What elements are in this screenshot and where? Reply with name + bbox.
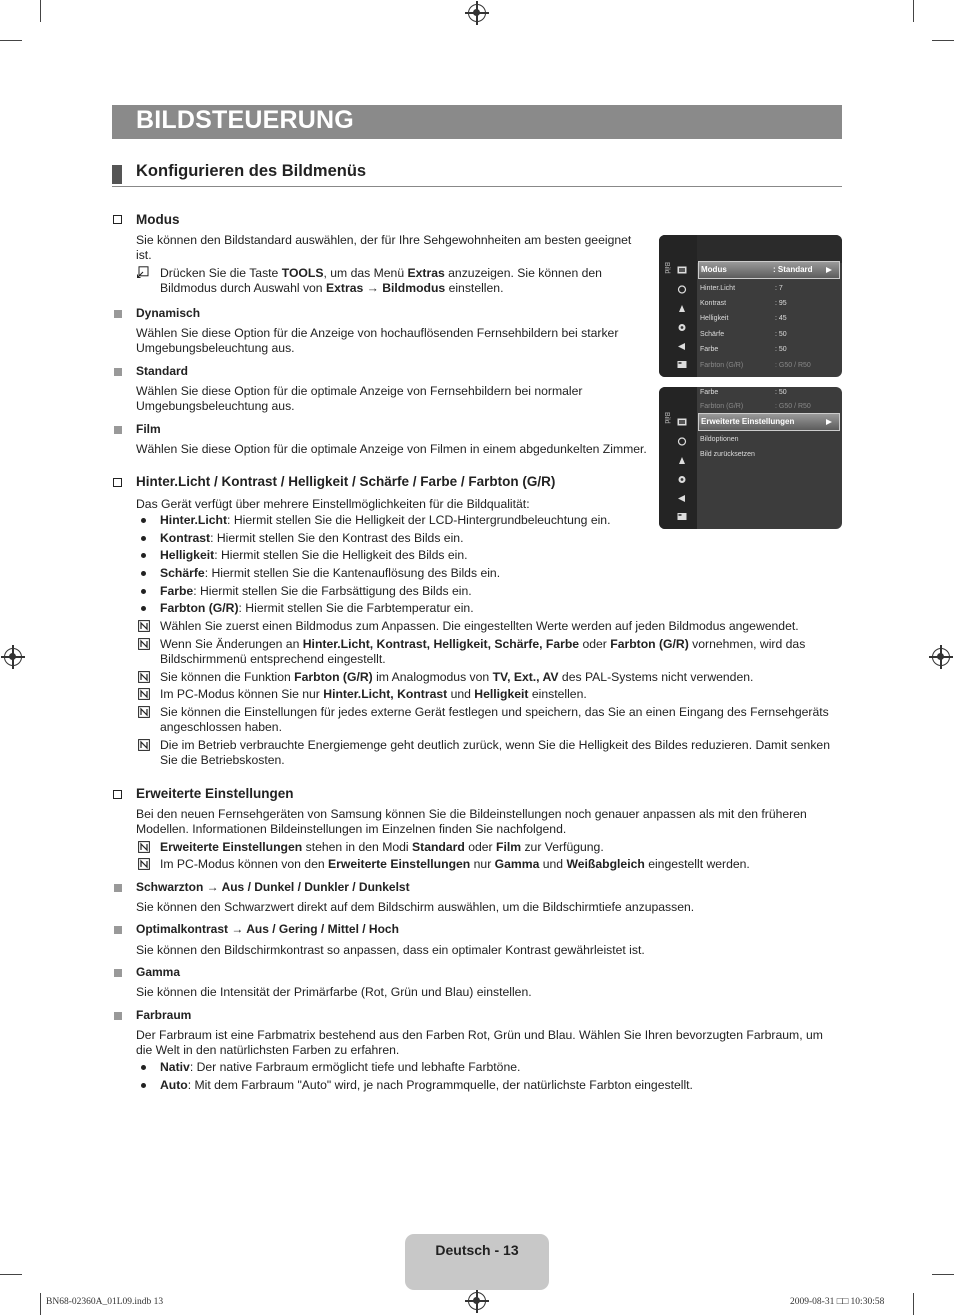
title-bar: [112, 105, 842, 139]
note-icon: [138, 858, 150, 870]
tools-note-line: Drücken Sie die Taste TOOLS, um das Menü Extras anzuzeigen. Sie können den: [160, 266, 602, 280]
registration-mark-icon: [932, 648, 950, 666]
input-icon: [677, 494, 687, 503]
crop-mark: [932, 1274, 954, 1275]
note-line: Sie können die Einstellungen für jedes externe Gerät festlegen und speichern, das Sie an einen Eingang des Fernsehgeräts: [160, 705, 829, 719]
option-bullet-icon: [114, 310, 122, 318]
note-line: Im PC-Modus können Sie nur Hinter.Licht, Kontrast und Helligkeit einstellen.: [160, 687, 587, 701]
section-marker: [112, 165, 122, 184]
osd-row-value: : 45: [775, 315, 787, 322]
tools-note-icon: [137, 266, 149, 278]
option-bullet-icon: [114, 426, 122, 434]
osd-selected-value: : Standard: [773, 265, 813, 274]
option-bullet-icon: [114, 926, 122, 934]
setup-gear-icon: [677, 323, 687, 332]
note-icon: [138, 671, 150, 683]
note-line: Erweiterte Einstellungen stehen in den Modi Standard oder Film zur Verfügung.: [160, 840, 604, 854]
bullet-icon: [141, 518, 146, 523]
bullet-item: Hinter.Licht: Hiermit stellen Sie die Helligkeit der LCD-Hintergrundbeleuchtung ein.: [160, 513, 611, 527]
crop-mark: [913, 1293, 914, 1315]
note-icon: [138, 620, 150, 632]
crop-mark: [0, 1274, 22, 1275]
note-line: angeschlossen haben.: [160, 720, 282, 734]
checkbox-bullet-icon: [113, 790, 122, 799]
bullet-item: Nativ: Der native Farbraum ermöglicht tiefe und lebhafte Farbtöne.: [160, 1060, 521, 1074]
osd-row-label[interactable]: Farbton (G/R): [700, 362, 744, 369]
bullet-icon: [141, 536, 146, 541]
option-text: Wählen Sie diese Option für die optimale Anzeige von Fernsehbildern bei normaler: [136, 384, 583, 398]
picture-icon: [677, 418, 687, 427]
bullet-icon: [141, 1083, 146, 1088]
print-slug-left: BN68-02360A_01L09.indb 13: [46, 1297, 164, 1307]
option-label-standard: Standard: [136, 364, 189, 378]
note-line: Sie können die Funktion Farbton (G/R) im Analogmodus von TV, Ext., AV des PAL-Systems nicht verwenden.: [160, 670, 754, 684]
osd-row-label[interactable]: Farbe: [700, 389, 719, 396]
osd-side-label: Bild: [663, 262, 670, 274]
osd-row-label[interactable]: Bildoptionen: [700, 436, 739, 443]
osd-row-label[interactable]: Kontrast: [700, 300, 727, 307]
tools-note-line: Bildmodus durch Auswahl von Extras → Bildmodus einstellen.: [160, 281, 504, 295]
option-label-dynamisch: Dynamisch: [136, 306, 201, 320]
option-text: Wählen Sie diese Option für die optimale Anzeige von Filmen in einem abgedunkelten Zimmer.: [136, 442, 647, 456]
option-text: Umgebungsbeleuchtung aus.: [136, 399, 295, 413]
application-icon: [677, 360, 687, 369]
option-text: Umgebungsbeleuchtung aus.: [136, 341, 295, 355]
hinterlicht-intro: Das Gerät verfügt über mehrere Einstellmöglichkeiten für die Bildqualität:: [136, 497, 530, 511]
crop-mark: [913, 0, 914, 22]
option-label-gamma: Gamma: [136, 965, 181, 979]
option-label-schwarzton: Schwarzton → Aus / Dunkel / Dunkler / Dunkelst: [136, 880, 410, 894]
crop-mark: [40, 1293, 41, 1315]
modus-intro-line: Sie können den Bildstandard auswählen, der für Ihre Sehgewohnheiten am besten geeignet: [136, 233, 632, 247]
checkbox-bullet-icon: [113, 215, 122, 224]
note-line: Im PC-Modus können von den Erweiterte Einstellungen nur Gamma und Weißabgleich eingestellt werden.: [160, 857, 750, 871]
erweitert-intro-line: Bei den neuen Fernsehgeräten von Samsung können Sie die Bildeinstellungen noch genauer anpassen als mit den früheren: [136, 807, 807, 821]
option-bullet-icon: [114, 969, 122, 977]
osd-row-label[interactable]: Farbe: [700, 346, 719, 353]
osd-row-label[interactable]: Farbton (G/R): [700, 403, 744, 410]
note-line: Bildschirmmenü entsprechend eingestellt.: [160, 652, 386, 666]
page-number: Deutsch - 13: [435, 1242, 519, 1258]
osd-selected-row[interactable]: [698, 413, 840, 431]
bullet-item: Helligkeit: Hiermit stellen Sie die Helligkeit des Bilds ein.: [160, 548, 468, 562]
note-line: Wenn Sie Änderungen an Hinter.Licht, Kontrast, Helligkeit, Schärfe, Farbe oder Farbton (G/R) vornehmen, wird das: [160, 637, 806, 651]
bullet-icon: [141, 589, 146, 594]
application-icon: [677, 512, 687, 521]
bullet-icon: [141, 571, 146, 576]
osd-row-label[interactable]: Helligkeit: [700, 315, 729, 322]
option-text: die Welt in den natürlichsten Farben zu erfahren.: [136, 1043, 400, 1057]
osd-row-value: : 7: [775, 285, 783, 292]
hinterlicht-heading: Hinter.Licht / Kontrast / Helligkeit / Schärfe / Farbe / Farbton (G/R): [136, 474, 556, 489]
option-text: Wählen Sie diese Option für die Anzeige von hochauflösenden Fernsehbildern bei starker: [136, 326, 619, 340]
bullet-icon: [141, 606, 146, 611]
note-icon: [138, 638, 150, 650]
modus-heading: Modus: [136, 212, 180, 227]
print-slug-right: 2009-08-31 □□ 10:30:58: [790, 1297, 885, 1307]
crop-mark: [40, 0, 41, 22]
registration-mark-icon: [468, 4, 486, 22]
osd-selected-label: Modus: [701, 265, 727, 274]
page-number-tab: [405, 1234, 549, 1290]
sound-icon: [677, 285, 687, 294]
osd-row-label[interactable]: Schärfe: [700, 331, 725, 338]
osd-row-label[interactable]: Bild zurücksetzen: [700, 451, 755, 458]
osd-selected-row[interactable]: [698, 261, 840, 279]
option-label-film: Film: [136, 422, 161, 436]
arrow-right-icon: [826, 267, 832, 273]
bullet-icon: [141, 1065, 146, 1070]
channel-icon: [677, 304, 687, 313]
bullet-item: Farbe: Hiermit stellen Sie die Farbsättigung des Bilds ein.: [160, 584, 472, 598]
osd-side-label: Bild: [663, 412, 670, 424]
erweitert-intro-line: Modellen. Informationen Bildeinstellungen im Einzelnen finden Sie nachfolgend.: [136, 822, 567, 836]
option-text: Sie können die Intensität der Primärfarbe (Rot, Grün und Blau) einstellen.: [136, 985, 532, 999]
osd-row-value: : 50: [775, 331, 787, 338]
note-icon: [138, 688, 150, 700]
option-bullet-icon: [114, 1012, 122, 1020]
note-line: Die im Betrieb verbrauchte Energiemenge geht deutlich zurück, wenn Sie die Helligkeit des Bildes reduzieren. Damit senken: [160, 738, 830, 752]
option-label-farbraum: Farbraum: [136, 1008, 192, 1022]
option-text: Sie können den Bildschirmkontrast so anpassen, dass ein optimaler Kontrast gewährleistet ist.: [136, 943, 645, 957]
option-bullet-icon: [114, 368, 122, 376]
note-line: Sie die Betriebskosten.: [160, 753, 285, 767]
erweitert-heading: Erweiterte Einstellungen: [136, 786, 294, 801]
osd-row-label[interactable]: Hinter.Licht: [700, 285, 736, 292]
option-bullet-icon: [114, 884, 122, 892]
osd-row-value: : 50: [775, 389, 787, 396]
option-text: Der Farbraum ist eine Farbmatrix bestehend aus den Farben Rot, Grün und Blau. Wählen Sie Ihren bevorzugten Farbraum, um: [136, 1028, 823, 1042]
osd-row-value: : G50 / R50: [775, 403, 811, 410]
option-label-optimalkontrast: Optimalkontrast → Aus / Gering / Mittel / Hoch: [136, 922, 399, 936]
note-icon: [138, 841, 150, 853]
osd-picture-menu: [659, 235, 842, 377]
option-text: Sie können den Schwarzwert direkt auf dem Bildschirm auswählen, um die Bildschirmtiefe anzupassen.: [136, 900, 695, 914]
bullet-item: Kontrast: Hiermit stellen Sie den Kontrast des Bilds ein.: [160, 531, 464, 545]
bullet-icon: [141, 553, 146, 558]
setup-gear-icon: [677, 475, 687, 484]
picture-icon: [677, 266, 687, 275]
osd-row-value: : 50: [775, 346, 787, 353]
osd-selected-label: Erweiterte Einstellungen: [701, 417, 795, 426]
checkbox-bullet-icon: [113, 478, 122, 487]
note-icon: [138, 706, 150, 718]
osd-row-value: : G50 / R50: [775, 362, 811, 369]
page-title: BILDSTEUERUNG: [136, 106, 354, 134]
modus-intro-line: ist.: [136, 248, 152, 262]
crop-mark: [932, 40, 954, 41]
section-header: [112, 160, 842, 187]
section-title: Konfigurieren des Bildmenüs: [136, 162, 367, 180]
osd-row-value: : 95: [775, 300, 787, 307]
note-line: Wählen Sie zuerst einen Bildmodus zum Anpassen. Die eingestellten Werte werden auf jeden Bildmodus angewendet.: [160, 619, 799, 633]
arrow-right-icon: [826, 419, 832, 425]
registration-mark-icon: [4, 648, 22, 666]
crop-mark: [0, 40, 22, 41]
bullet-item: Farbton (G/R): Hiermit stellen Sie die Farbtemperatur ein.: [160, 601, 474, 615]
sound-icon: [677, 437, 687, 446]
input-icon: [677, 342, 687, 351]
bullet-item: Schärfe: Hiermit stellen Sie die Kantenauflösung des Bilds ein.: [160, 566, 501, 580]
bullet-item: Auto: Mit dem Farbraum "Auto" wird, je nach Programmquelle, der natürlichste Farbton eingestellt.: [160, 1078, 693, 1092]
registration-mark-icon: [468, 1292, 486, 1310]
channel-icon: [677, 456, 687, 465]
osd-advanced-menu: [659, 387, 842, 529]
note-icon: [138, 739, 150, 751]
